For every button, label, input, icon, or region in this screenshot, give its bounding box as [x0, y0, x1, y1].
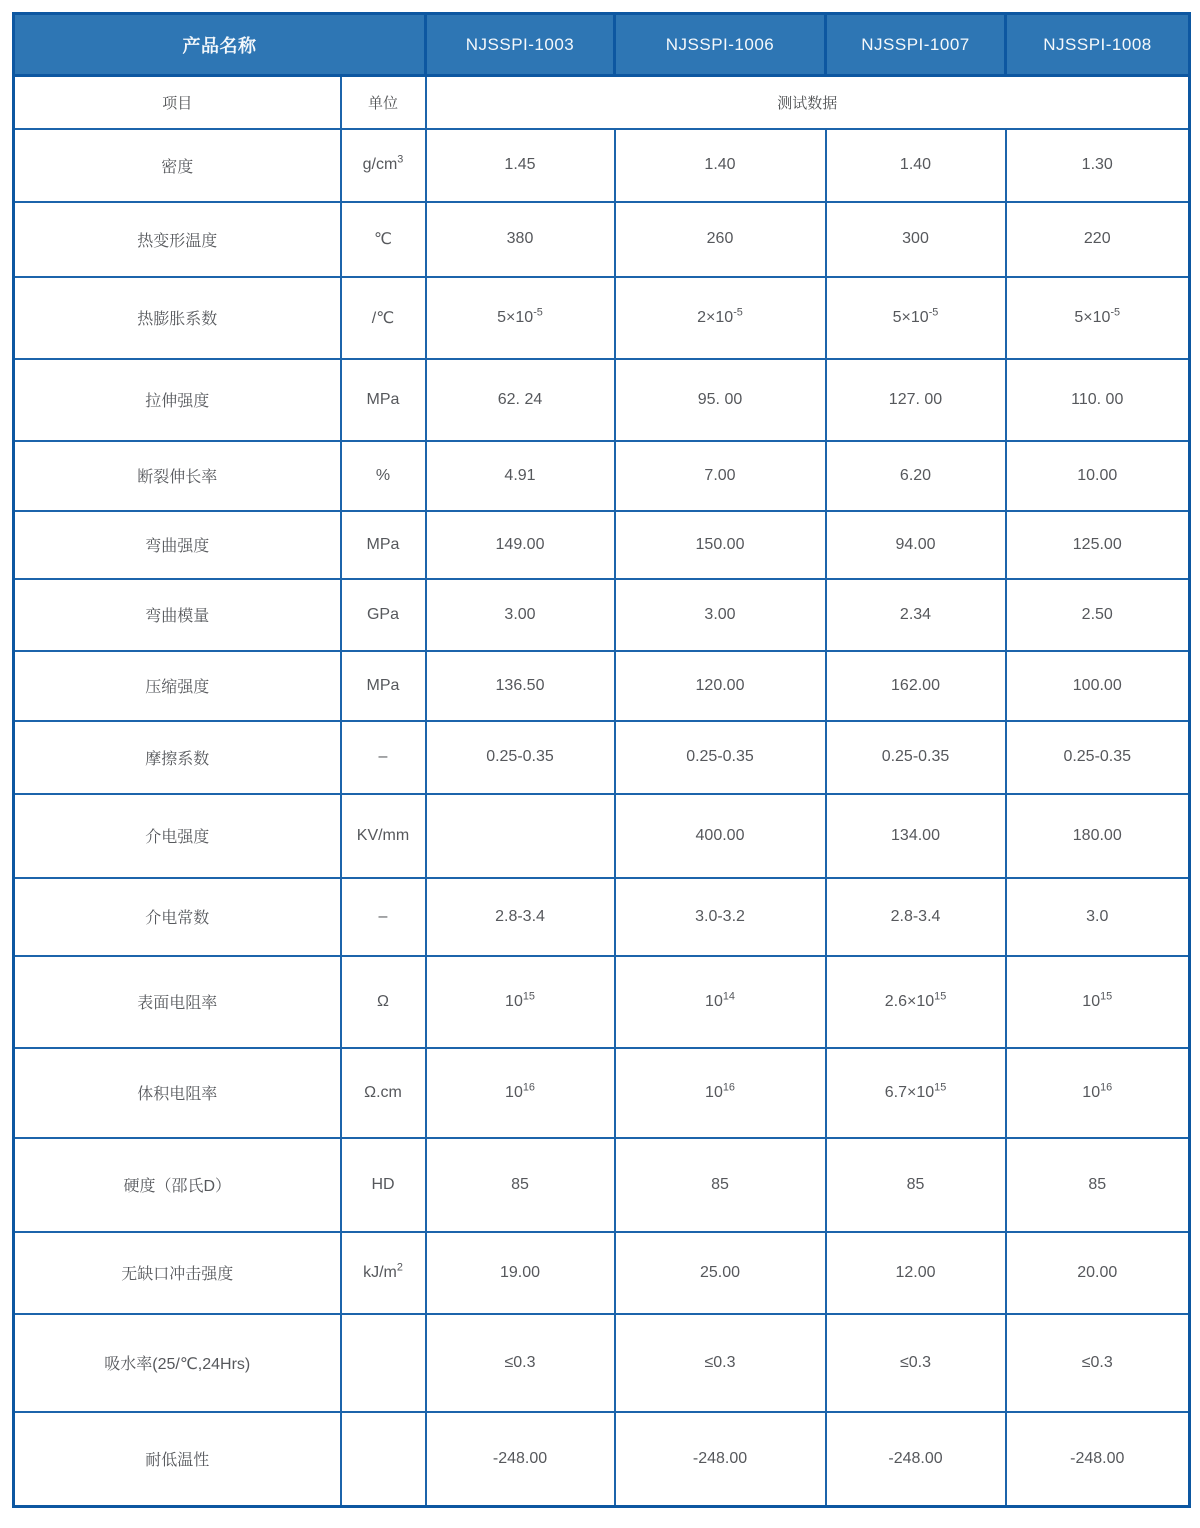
row-unit: MPa — [341, 359, 426, 441]
row-unit: /℃ — [341, 277, 426, 359]
table-row-compressive-strength — [14, 651, 1190, 721]
table-subheader-row — [14, 76, 1190, 129]
row-label: 表面电阻率 — [14, 956, 341, 1048]
table-header-row — [14, 14, 1190, 76]
table-row-heat-deflection — [14, 202, 1190, 277]
value-cell: 25.00 — [615, 1232, 826, 1314]
table-row-friction-coefficient — [14, 721, 1190, 794]
value-cell: 95. 00 — [615, 359, 826, 441]
value-cell: 0.25-0.35 — [426, 721, 615, 794]
value-cell: 134.00 — [826, 794, 1006, 878]
value-cell: 2.34 — [826, 579, 1006, 651]
table-row-low-temperature-resistance — [14, 1412, 1190, 1507]
row-label: 弯曲模量 — [14, 579, 341, 651]
value-cell: 2.8-3.4 — [426, 878, 615, 956]
value-cell — [426, 794, 615, 878]
row-label: 介电常数 — [14, 878, 341, 956]
value-cell: $10^{16}$ — [1006, 1048, 1190, 1138]
row-label: 断裂伸长率 — [14, 441, 341, 511]
row-label: 体积电阻率 — [14, 1048, 341, 1138]
table-row-tensile-strength — [14, 359, 1190, 441]
value-cell: 94.00 — [826, 511, 1006, 579]
row-unit: MPa — [341, 651, 426, 721]
value-cell: 2.8-3.4 — [826, 878, 1006, 956]
value-cell: $10^{14}$ — [615, 956, 826, 1048]
value-cell: $10^{16}$ — [615, 1048, 826, 1138]
table-row-flexural-strength — [14, 511, 1190, 579]
product-column-header-1007: NJSSPI-1007 — [826, 14, 1006, 76]
value-cell: 120.00 — [615, 651, 826, 721]
row-unit: Ω.cm — [341, 1048, 426, 1138]
value-cell: 136.50 — [426, 651, 615, 721]
row-unit: – — [341, 878, 426, 956]
row-unit: KV/mm — [341, 794, 426, 878]
value-cell: 0.25-0.35 — [826, 721, 1006, 794]
value-cell: ≤0.3 — [615, 1314, 826, 1412]
value-cell: 0.25-0.35 — [615, 721, 826, 794]
value-cell: 6.20 — [826, 441, 1006, 511]
value-cell: 180.00 — [1006, 794, 1190, 878]
unit-column-header: 单位 — [341, 76, 426, 129]
row-unit: ℃ — [341, 202, 426, 277]
table-row-flexural-modulus — [14, 579, 1190, 651]
value-cell: $5\times 10^{-5}$ — [1006, 277, 1190, 359]
value-cell: $10^{15}$ — [1006, 956, 1190, 1048]
product-name-header: 产品名称 — [14, 14, 426, 76]
value-cell: 7.00 — [615, 441, 826, 511]
value-cell: 127. 00 — [826, 359, 1006, 441]
value-cell: 85 — [615, 1138, 826, 1232]
value-cell: 380 — [426, 202, 615, 277]
value-cell: 85 — [1006, 1138, 1190, 1232]
table-row-water-absorption — [14, 1314, 1190, 1412]
value-cell: $2.6\times 10^{15}$ — [826, 956, 1006, 1048]
value-cell: -248.00 — [1006, 1412, 1190, 1507]
row-label: 摩擦系数 — [14, 721, 341, 794]
table-row-unnotched-impact — [14, 1232, 1190, 1314]
row-unit — [341, 1412, 426, 1507]
table-row-volume-resistivity — [14, 1048, 1190, 1138]
row-label: 弯曲强度 — [14, 511, 341, 579]
row-unit: $g/cm^3$ — [341, 129, 426, 202]
value-cell: 3.0-3.2 — [615, 878, 826, 956]
row-label: 硬度（邵氏D） — [14, 1138, 341, 1232]
product-column-header-1006: NJSSPI-1006 — [615, 14, 826, 76]
value-cell: 150.00 — [615, 511, 826, 579]
item-column-header: 项目 — [14, 76, 341, 129]
value-cell: 300 — [826, 202, 1006, 277]
row-label: 密度 — [14, 129, 341, 202]
value-cell: $2\times 10^{-5}$ — [615, 277, 826, 359]
value-cell: $10^{15}$ — [426, 956, 615, 1048]
row-label: 热变形温度 — [14, 202, 341, 277]
row-label: 吸水率(25/℃,24Hrs) — [14, 1314, 341, 1412]
row-label: 拉伸强度 — [14, 359, 341, 441]
value-cell: 85 — [426, 1138, 615, 1232]
value-cell: 4.91 — [426, 441, 615, 511]
product-column-header-1008: NJSSPI-1008 — [1006, 14, 1190, 76]
row-unit: MPa — [341, 511, 426, 579]
value-cell: 10.00 — [1006, 441, 1190, 511]
value-cell: 149.00 — [426, 511, 615, 579]
value-cell: 1.40 — [615, 129, 826, 202]
table-row-surface-resistivity — [14, 956, 1190, 1048]
value-cell: 3.00 — [426, 579, 615, 651]
value-cell: ≤0.3 — [826, 1314, 1006, 1412]
row-label: 介电强度 — [14, 794, 341, 878]
product-column-header-1003: NJSSPI-1003 — [426, 14, 615, 76]
value-cell: 3.00 — [615, 579, 826, 651]
value-cell: -248.00 — [426, 1412, 615, 1507]
row-unit: GPa — [341, 579, 426, 651]
value-cell: 125.00 — [1006, 511, 1190, 579]
value-cell: 3.0 — [1006, 878, 1190, 956]
value-cell: $5\times 10^{-5}$ — [826, 277, 1006, 359]
value-cell: 100.00 — [1006, 651, 1190, 721]
value-cell: 1.30 — [1006, 129, 1190, 202]
row-label: 压缩强度 — [14, 651, 341, 721]
value-cell: ≤0.3 — [1006, 1314, 1190, 1412]
value-cell: ≤0.3 — [426, 1314, 615, 1412]
value-cell: -248.00 — [615, 1412, 826, 1507]
value-cell: $5\times 10^{-5}$ — [426, 277, 615, 359]
table-row-density — [14, 129, 1190, 202]
table-row-dielectric-constant — [14, 878, 1190, 956]
row-unit: – — [341, 721, 426, 794]
value-cell: 19.00 — [426, 1232, 615, 1314]
value-cell: 220 — [1006, 202, 1190, 277]
value-cell: 62. 24 — [426, 359, 615, 441]
row-label: 耐低温性 — [14, 1412, 341, 1507]
value-cell: 1.40 — [826, 129, 1006, 202]
table-row-hardness — [14, 1138, 1190, 1232]
value-cell: 12.00 — [826, 1232, 1006, 1314]
test-data-header: 测试数据 — [426, 76, 1190, 129]
value-cell: 85 — [826, 1138, 1006, 1232]
row-unit: $kJ/m^2$ — [341, 1232, 426, 1314]
table-row-thermal-expansion — [14, 277, 1190, 359]
value-cell: -248.00 — [826, 1412, 1006, 1507]
value-cell: 260 — [615, 202, 826, 277]
row-unit: HD — [341, 1138, 426, 1232]
row-unit: % — [341, 441, 426, 511]
row-unit: Ω — [341, 956, 426, 1048]
value-cell: $10^{16}$ — [426, 1048, 615, 1138]
value-cell: 400.00 — [615, 794, 826, 878]
value-cell: $6.7\times 10^{15}$ — [826, 1048, 1006, 1138]
value-cell: 162.00 — [826, 651, 1006, 721]
value-cell: 0.25-0.35 — [1006, 721, 1190, 794]
product-spec-table — [12, 12, 1191, 1508]
row-label: 无缺口冲击强度 — [14, 1232, 341, 1314]
value-cell: 110. 00 — [1006, 359, 1190, 441]
table-row-elongation — [14, 441, 1190, 511]
table-row-dielectric-strength — [14, 794, 1190, 878]
value-cell: 20.00 — [1006, 1232, 1190, 1314]
value-cell: 2.50 — [1006, 579, 1190, 651]
row-unit — [341, 1314, 426, 1412]
value-cell: 1.45 — [426, 129, 615, 202]
row-label: 热膨胀系数 — [14, 277, 341, 359]
